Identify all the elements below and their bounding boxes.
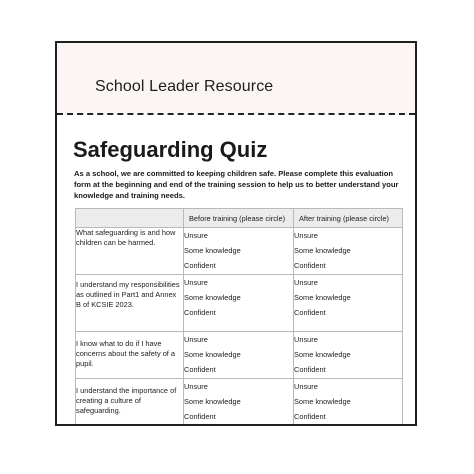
after-options	[294, 379, 403, 426]
option-some-knowledge[interactable]: Some knowledge	[184, 397, 241, 406]
option-some-knowledge[interactable]: Some knowledge	[294, 397, 351, 406]
table-row	[76, 379, 403, 426]
after-options	[294, 275, 403, 332]
before-options	[184, 275, 294, 332]
option-confident[interactable]: Confident	[294, 365, 326, 374]
option-confident[interactable]: Confident	[184, 412, 216, 421]
option-some-knowledge[interactable]: Some knowledge	[184, 293, 241, 302]
before-options	[184, 332, 294, 379]
quiz-intro: As a school, we are committed to keeping children safe. Please complete this evaluation form at the beginning and end of the training session to help us to better understand your knowledge and training needs.	[74, 169, 399, 200]
option-confident[interactable]: Confident	[294, 412, 326, 421]
evaluation-table	[75, 208, 403, 426]
option-unsure[interactable]: Unsure	[184, 335, 208, 344]
column-header-after: After training (please circle)	[294, 209, 403, 228]
question-cell: I know what to do if I have concerns about the safety of a pupil.	[76, 332, 184, 379]
question-cell: I understand the importance of creating a culture of safeguarding.	[76, 379, 184, 426]
table-header-row	[76, 209, 403, 228]
table-row	[76, 332, 403, 379]
before-options	[184, 228, 294, 275]
question-cell: I understand my responsibilities as outlined in Part1 and Annex B of KCSIE 2023.	[76, 275, 184, 332]
option-some-knowledge[interactable]: Some knowledge	[294, 246, 351, 255]
resource-header	[57, 43, 415, 115]
option-some-knowledge[interactable]: Some knowledge	[184, 246, 241, 255]
option-confident[interactable]: Confident	[294, 261, 326, 270]
column-header-before: Before training (please circle)	[184, 209, 294, 228]
table-row	[76, 275, 403, 332]
option-some-knowledge[interactable]: Some knowledge	[184, 350, 241, 359]
resource-card	[55, 41, 417, 426]
option-confident[interactable]: Confident	[184, 365, 216, 374]
dashed-divider	[57, 113, 415, 115]
option-unsure[interactable]: Unsure	[294, 382, 318, 391]
option-unsure[interactable]: Unsure	[184, 231, 208, 240]
header-title: School Leader Resource	[95, 78, 274, 95]
column-header-question	[76, 209, 184, 228]
option-confident[interactable]: Confident	[184, 261, 216, 270]
quiz-title: Safeguarding Quiz	[73, 137, 268, 162]
option-some-knowledge[interactable]: Some knowledge	[294, 350, 351, 359]
option-unsure[interactable]: Unsure	[294, 231, 318, 240]
option-unsure[interactable]: Unsure	[294, 335, 318, 344]
table-row	[76, 228, 403, 275]
option-some-knowledge[interactable]: Some knowledge	[294, 293, 351, 302]
option-confident[interactable]: Confident	[294, 308, 326, 317]
option-unsure[interactable]: Unsure	[184, 278, 208, 287]
before-options	[184, 379, 294, 426]
option-unsure[interactable]: Unsure	[184, 382, 208, 391]
option-unsure[interactable]: Unsure	[294, 278, 318, 287]
after-options	[294, 228, 403, 275]
after-options	[294, 332, 403, 379]
option-confident[interactable]: Confident	[184, 308, 216, 317]
question-cell: What safeguarding is and how children can be harmed.	[76, 228, 184, 275]
